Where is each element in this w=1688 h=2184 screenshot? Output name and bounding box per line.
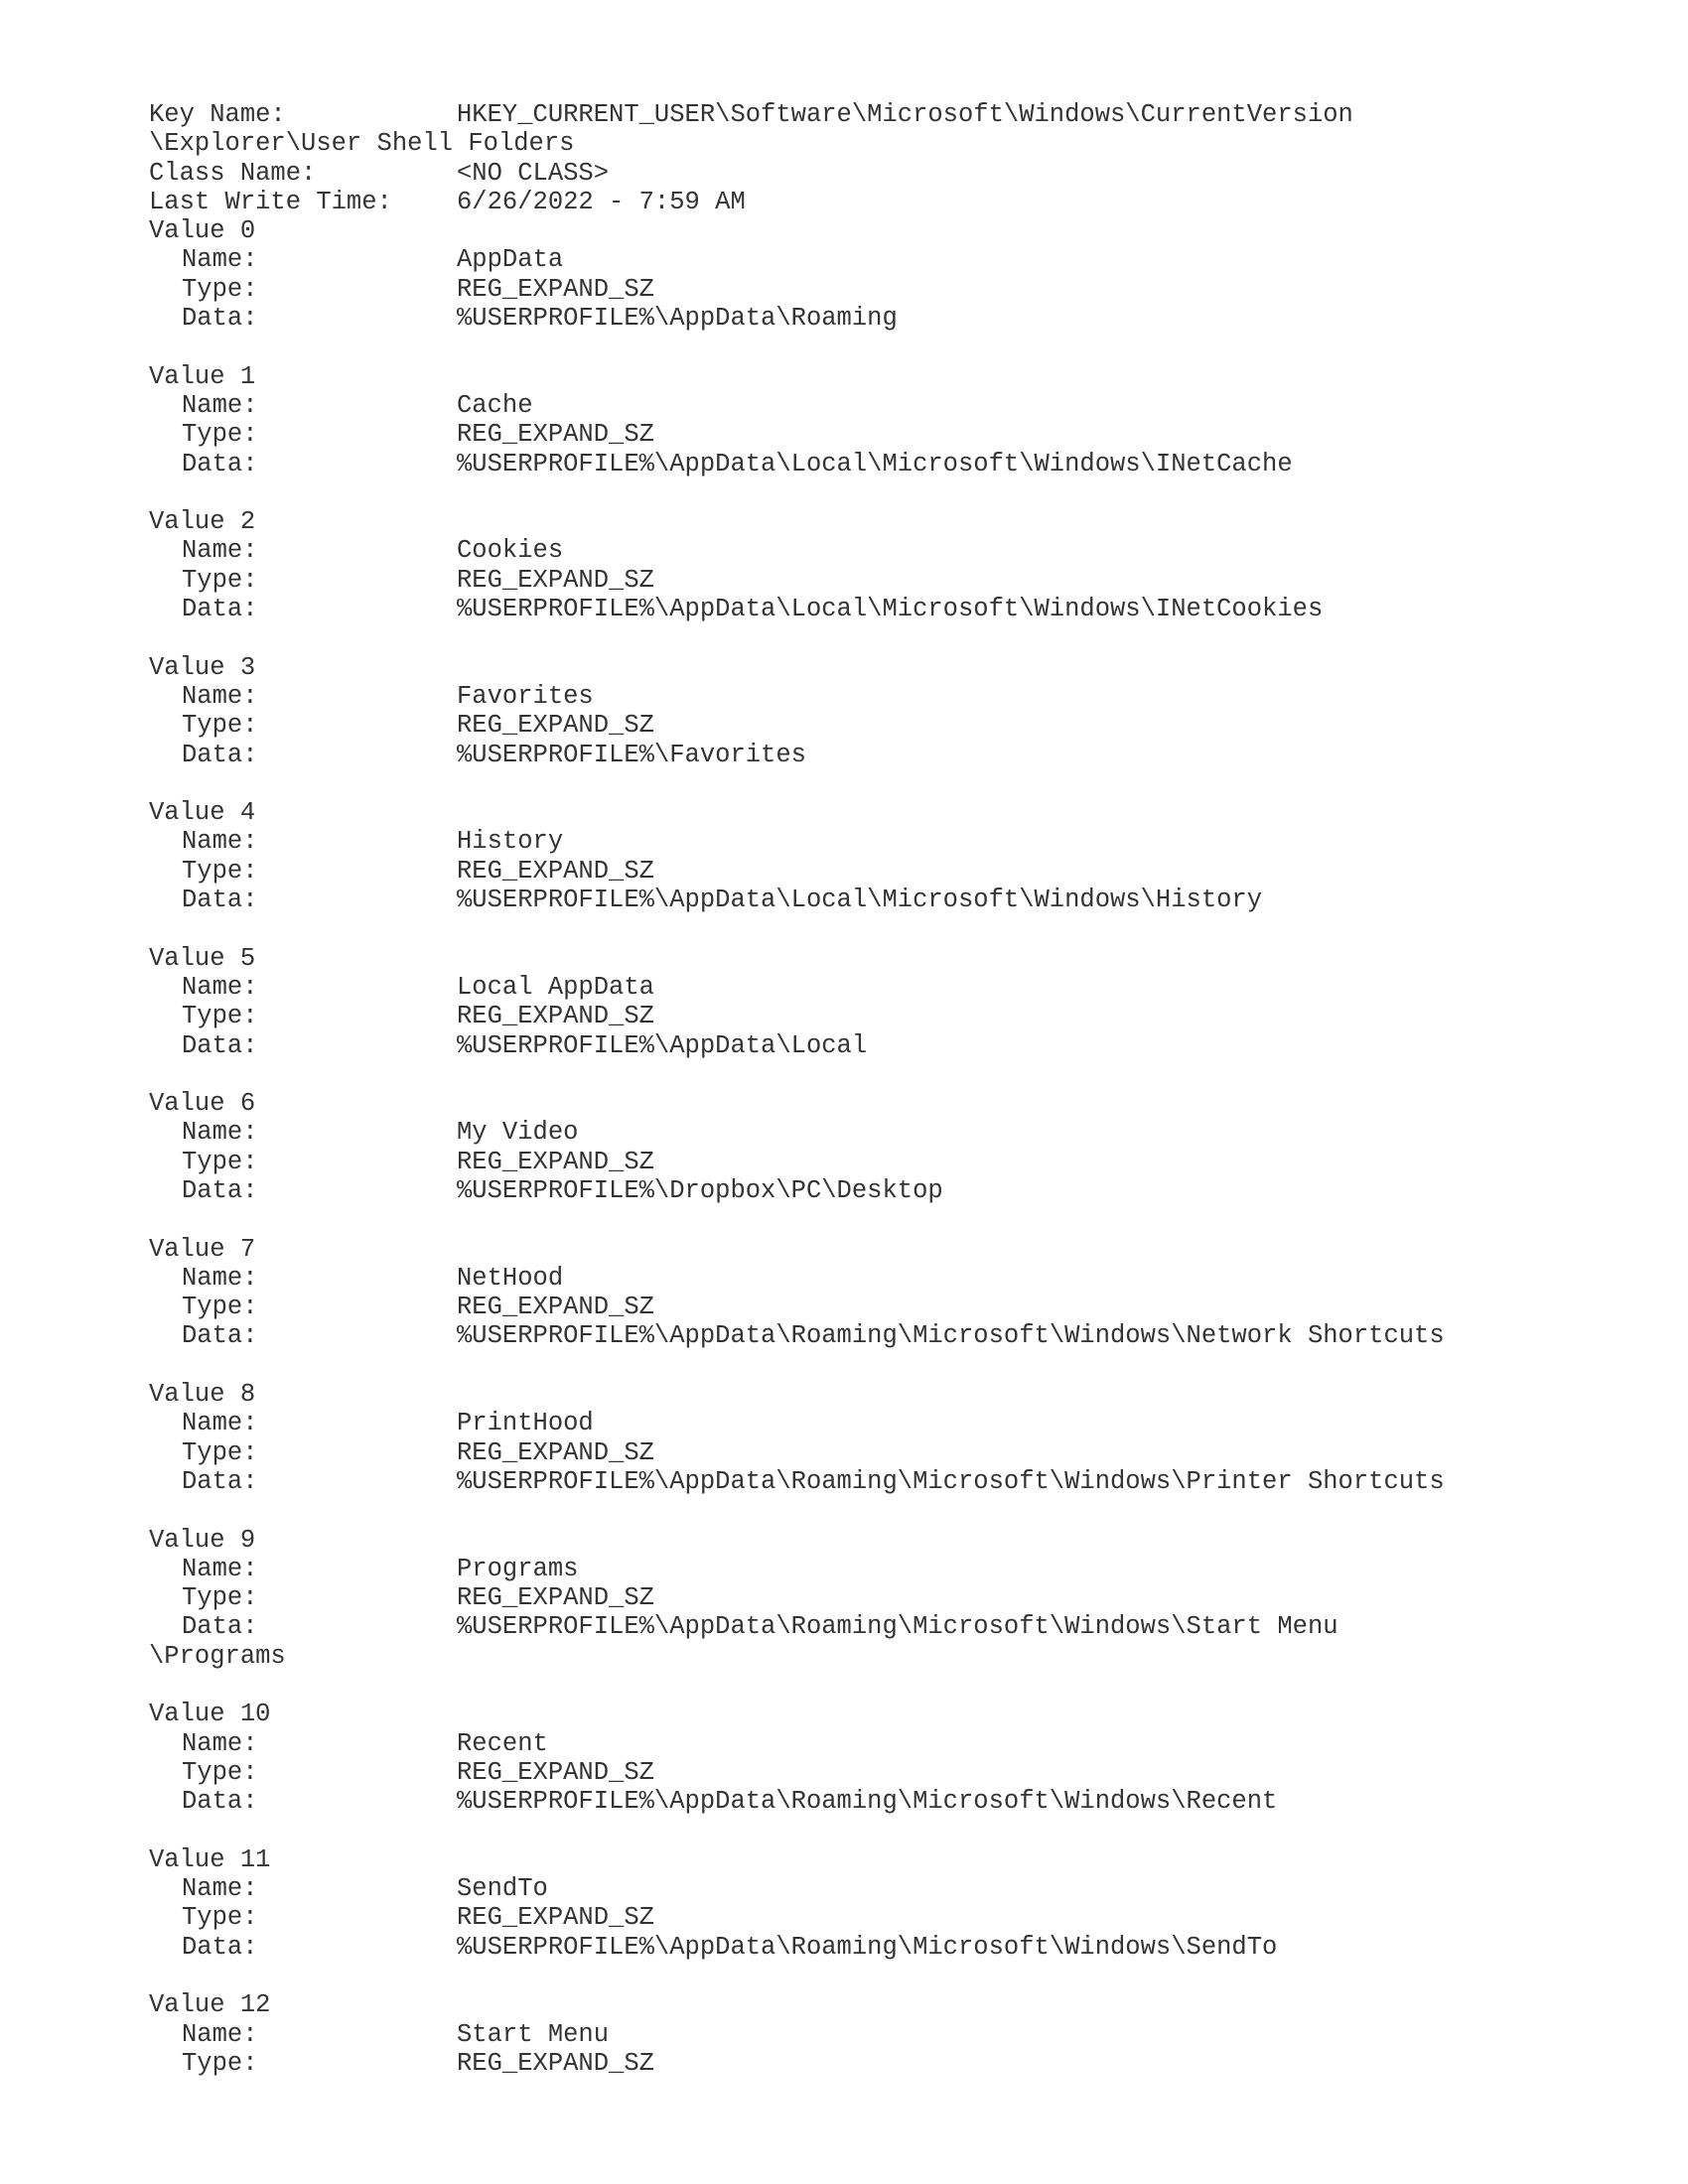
value-type-label: Type: [182, 420, 258, 450]
value-data-label: Data: [182, 1321, 258, 1351]
value-name: SendTo [457, 1874, 548, 1904]
value-type: REG_EXPAND_SZ [457, 1903, 654, 1933]
spacer [149, 623, 1638, 652]
value-data-label: Data: [182, 1030, 258, 1060]
last-write-value: 6/26/2022 - 7:59 AM [457, 187, 746, 216]
spacer [149, 478, 1638, 507]
value-data: %USERPROFILE%\AppData\Roaming\Microsoft\Windows\Start Menu [457, 1612, 1338, 1642]
spacer [149, 1496, 1638, 1525]
class-name-row [149, 159, 1638, 188]
value-name-row [149, 682, 1638, 711]
spacer [149, 333, 1638, 361]
value-data-row [149, 304, 1638, 333]
value-name-label: Name: [182, 245, 258, 275]
spacer [149, 1671, 1638, 1700]
value-name-label: Name: [182, 1874, 258, 1904]
value-data-row [149, 1467, 1638, 1496]
value-heading: Value 5 [149, 943, 256, 973]
value-name-label: Name: [182, 536, 258, 566]
value-heading: Value 3 [149, 652, 256, 682]
value-name: Programs [457, 1554, 579, 1583]
value-data: %USERPROFILE%\AppData\Local\Microsoft\Windows\INetCookies [457, 595, 1324, 624]
value-type-row [149, 1438, 1638, 1467]
value-type: REG_EXPAND_SZ [457, 1002, 654, 1031]
value-name: PrintHood [457, 1409, 594, 1438]
value-type-row [149, 566, 1638, 595]
value-type-label: Type: [182, 856, 258, 886]
value-data-continuation: \Programs [149, 1641, 286, 1671]
value-block [149, 944, 1638, 1089]
value-data-label: Data: [182, 886, 258, 915]
value-data-row [149, 1612, 1638, 1641]
value-type: REG_EXPAND_SZ [457, 274, 654, 304]
key-name-row [149, 100, 1638, 129]
value-data: %USERPROFILE%\Favorites [457, 740, 806, 769]
value-name: Cache [457, 390, 533, 420]
last-write-row [149, 188, 1638, 216]
value-type-label: Type: [182, 1002, 258, 1031]
value-data-label: Data: [182, 1932, 258, 1962]
value-name-row [149, 1264, 1638, 1293]
value-name: Cookies [457, 536, 564, 566]
value-type: REG_EXPAND_SZ [457, 565, 654, 595]
value-name-row [149, 1874, 1638, 1903]
value-block [149, 1235, 1638, 1380]
value-data-label: Data: [182, 1175, 258, 1205]
value-type-row [149, 420, 1638, 449]
value-name-label: Name: [182, 1728, 258, 1758]
value-type: REG_EXPAND_SZ [457, 711, 654, 741]
value-heading: Value 7 [149, 1234, 256, 1264]
value-name-row [149, 391, 1638, 420]
value-name: Start Menu [457, 2019, 610, 2049]
value-heading: Value 9 [149, 1525, 256, 1555]
value-type-row [149, 1583, 1638, 1612]
value-data: %USERPROFILE%\AppData\Roaming\Microsoft\Windows\Network Shortcuts [457, 1321, 1445, 1351]
value-type: REG_EXPAND_SZ [457, 1293, 654, 1322]
value-name: Favorites [457, 681, 594, 711]
value-name-row [149, 827, 1638, 856]
value-name-label: Name: [182, 972, 258, 1002]
value-block [149, 1380, 1638, 1525]
value-type-row [149, 857, 1638, 886]
value-type-row [149, 275, 1638, 304]
value-type: REG_EXPAND_SZ [457, 1437, 654, 1467]
value-data-label: Data: [182, 595, 258, 624]
value-name: Recent [457, 1728, 548, 1758]
value-name-label: Name: [182, 1118, 258, 1148]
spacer [149, 1351, 1638, 1380]
value-type-label: Type: [182, 1147, 258, 1176]
value-type-row [149, 2049, 1638, 2078]
key-name-label: Key Name: [149, 100, 286, 129]
key-name-value: HKEY_CURRENT_USER\Software\Microsoft\Windows\CurrentVersion [457, 100, 1353, 129]
value-block [149, 1526, 1638, 1701]
value-block [149, 507, 1638, 652]
value-type-row [149, 1002, 1638, 1030]
value-type-row [149, 1148, 1638, 1176]
value-data-label: Data: [182, 1612, 258, 1642]
value-name-label: Name: [182, 1263, 258, 1293]
value-data: %USERPROFILE%\AppData\Local\Microsoft\Windows\INetCache [457, 449, 1293, 478]
value-data: %USERPROFILE%\AppData\Roaming [457, 304, 898, 334]
value-data-label: Data: [182, 449, 258, 478]
values-list [149, 216, 1638, 2078]
value-name-label: Name: [182, 827, 258, 857]
value-type: REG_EXPAND_SZ [457, 2048, 654, 2078]
value-name: History [457, 827, 564, 857]
value-heading: Value 4 [149, 798, 256, 828]
value-name-label: Name: [182, 2019, 258, 2049]
value-type-label: Type: [182, 274, 258, 304]
value-heading: Value 8 [149, 1380, 256, 1410]
value-data-row [149, 1787, 1638, 1816]
value-data-row [149, 741, 1638, 769]
value-type: REG_EXPAND_SZ [457, 1757, 654, 1787]
value-block [149, 1700, 1638, 1844]
key-name-continuation: \Explorer\User Shell Folders [149, 129, 575, 159]
spacer [149, 1817, 1638, 1845]
value-name-label: Name: [182, 390, 258, 420]
value-name: NetHood [457, 1263, 564, 1293]
value-name-label: Name: [182, 1409, 258, 1438]
value-type: REG_EXPAND_SZ [457, 856, 654, 886]
value-name-row [149, 1555, 1638, 1583]
value-type-label: Type: [182, 1903, 258, 1933]
value-heading: Value 1 [149, 361, 256, 391]
value-block [149, 216, 1638, 361]
value-block [149, 1990, 1638, 2078]
last-write-label: Last Write Time: [149, 187, 392, 216]
value-name: My Video [457, 1118, 579, 1148]
value-data-row [149, 1933, 1638, 1962]
value-data-row [149, 450, 1638, 478]
value-name: AppData [457, 245, 564, 275]
value-data-label: Data: [182, 740, 258, 769]
value-name-row [149, 1409, 1638, 1437]
value-type-row [149, 711, 1638, 740]
value-data: %USERPROFILE%\AppData\Local [457, 1030, 868, 1060]
value-name-row [149, 1118, 1638, 1147]
spacer [149, 1060, 1638, 1089]
value-type-row [149, 1903, 1638, 1932]
value-block [149, 798, 1638, 943]
class-name-label: Class Name: [149, 158, 317, 188]
value-name: Local AppData [457, 972, 654, 1002]
value-heading: Value 11 [149, 1844, 271, 1874]
value-block [149, 1089, 1638, 1234]
value-type-label: Type: [182, 711, 258, 741]
value-heading: Value 0 [149, 216, 256, 246]
class-name-value: <NO CLASS> [457, 158, 610, 188]
value-name-label: Name: [182, 681, 258, 711]
value-type-label: Type: [182, 1583, 258, 1613]
value-type: REG_EXPAND_SZ [457, 420, 654, 450]
spacer [149, 1962, 1638, 1990]
spacer [149, 769, 1638, 798]
registry-report [149, 100, 1638, 2078]
value-data-row [149, 1176, 1638, 1205]
value-type-label: Type: [182, 1757, 258, 1787]
value-data: %USERPROFILE%\AppData\Roaming\Microsoft\Windows\Printer Shortcuts [457, 1466, 1445, 1496]
value-data: %USERPROFILE%\Dropbox\PC\Desktop [457, 1175, 943, 1205]
value-heading: Value 6 [149, 1089, 256, 1119]
value-type-label: Type: [182, 1293, 258, 1322]
value-data-row [149, 1321, 1638, 1350]
value-type: REG_EXPAND_SZ [457, 1583, 654, 1613]
value-type-label: Type: [182, 2048, 258, 2078]
value-data-row [149, 1031, 1638, 1060]
value-type-row [149, 1293, 1638, 1321]
value-type: REG_EXPAND_SZ [457, 1147, 654, 1176]
value-heading: Value 12 [149, 1990, 271, 2020]
value-data: %USERPROFILE%\AppData\Local\Microsoft\Windows\History [457, 886, 1263, 915]
value-type-row [149, 1758, 1638, 1787]
spacer [149, 914, 1638, 943]
value-name-row [149, 1729, 1638, 1758]
value-data-label: Data: [182, 1787, 258, 1817]
value-data-row [149, 886, 1638, 914]
spacer [149, 1205, 1638, 1234]
value-name-label: Name: [182, 1554, 258, 1583]
value-data-label: Data: [182, 304, 258, 334]
value-type-label: Type: [182, 1437, 258, 1467]
value-name-row [149, 536, 1638, 565]
value-heading: Value 2 [149, 507, 256, 537]
value-block [149, 653, 1638, 798]
value-data-row [149, 595, 1638, 623]
value-heading: Value 10 [149, 1700, 271, 1729]
value-name-row [149, 2020, 1638, 2049]
value-block [149, 1845, 1638, 1990]
value-block [149, 362, 1638, 507]
value-type-label: Type: [182, 565, 258, 595]
value-data-label: Data: [182, 1466, 258, 1496]
value-data: %USERPROFILE%\AppData\Roaming\Microsoft\Windows\SendTo [457, 1932, 1278, 1962]
value-name-row [149, 245, 1638, 274]
value-name-row [149, 973, 1638, 1002]
value-data: %USERPROFILE%\AppData\Roaming\Microsoft\Windows\Recent [457, 1787, 1278, 1817]
